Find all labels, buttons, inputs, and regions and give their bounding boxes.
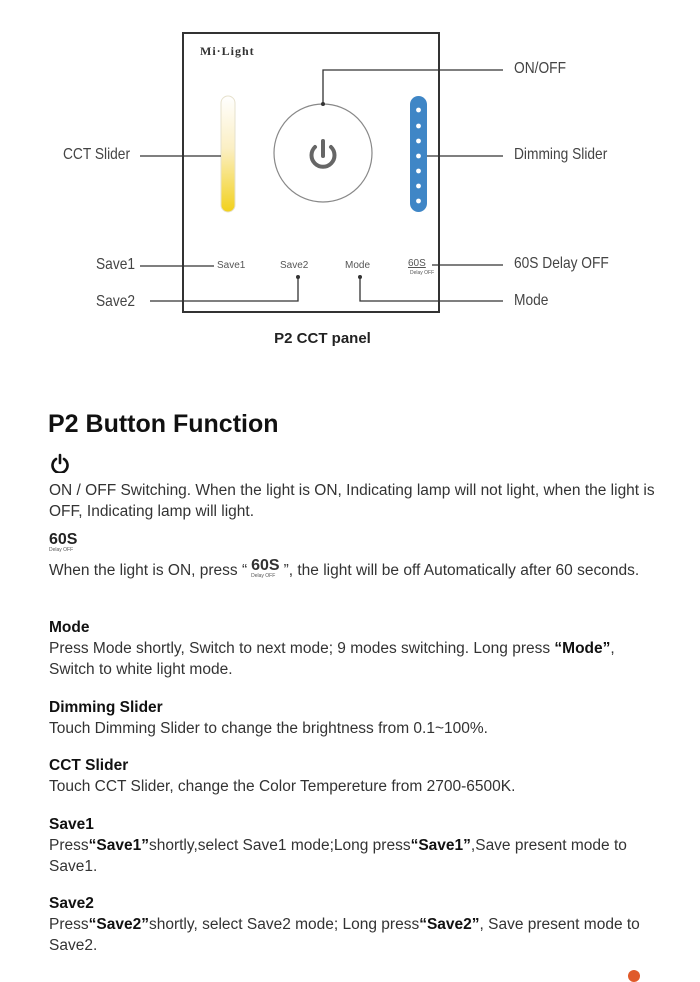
mode-heading: Mode xyxy=(49,619,90,636)
callout-dimming-slider: Dimming Slider xyxy=(514,146,608,163)
power-description: ON / OFF Switching. When the light is ON, Indicating lamp will not light, when the light is OFF, Indicating lamp will light. xyxy=(49,482,655,520)
dimming-slider xyxy=(410,96,427,212)
callout-delay-off: 60S Delay OFF xyxy=(514,255,609,272)
dimming-heading: Dimming Slider xyxy=(49,699,163,716)
panel-60s-sub: Delay OFF xyxy=(410,270,435,276)
panel-diagram xyxy=(0,0,700,360)
panel-save2-label: Save2 xyxy=(280,260,309,271)
save1-heading: Save1 xyxy=(49,816,94,833)
delay-icon: 60S Delay OFF xyxy=(49,531,78,553)
panel-mode-label: Mode xyxy=(345,260,371,271)
cct-block: CCT Slider Touch CCT Slider, change the Color Tempereture from 2700-6500K. xyxy=(49,755,659,797)
cct-heading: CCT Slider xyxy=(49,757,129,774)
dimming-block: Dimming Slider Touch Dimming Slider to change the brightness from 0.1~100%. xyxy=(49,697,659,739)
callout-save1: Save1 xyxy=(96,256,136,273)
mode-block: Mode Press Mode shortly, Switch to next mode; 9 modes switching. Long press “Mode”, Switch to white light mode. xyxy=(49,617,659,680)
panel-caption: P2 CCT panel xyxy=(274,330,371,347)
brand-logo: Mi·Light xyxy=(200,44,255,58)
callout-save2: Save2 xyxy=(96,293,136,310)
callout-cct-slider: CCT Slider xyxy=(63,146,131,163)
panel-save1-label: Save1 xyxy=(217,260,246,271)
cct-slider xyxy=(221,96,235,212)
panel-60s-label: 60S xyxy=(408,258,426,269)
save1-block: Save1 Press“Save1”shortly,select Save1 mode;Long press“Save1”,Save present mode to Save1. xyxy=(49,814,659,877)
section-title: P2 Button Function xyxy=(48,410,279,438)
delay-description: When the light is ON, press “ 60S Delay OFF ”, the light will be off Automatically after 60 seconds. xyxy=(49,557,640,579)
save2-block: Save2 Press“Save2”shortly, select Save2 mode; Long press“Save2”, Save present mode to Save2. xyxy=(49,893,659,956)
callout-on-off: ON/OFF xyxy=(514,60,566,77)
save2-heading: Save2 xyxy=(49,895,94,912)
power-icon xyxy=(50,453,70,473)
corner-mark xyxy=(628,970,640,982)
callout-mode: Mode xyxy=(514,292,549,309)
power-button xyxy=(274,104,372,202)
